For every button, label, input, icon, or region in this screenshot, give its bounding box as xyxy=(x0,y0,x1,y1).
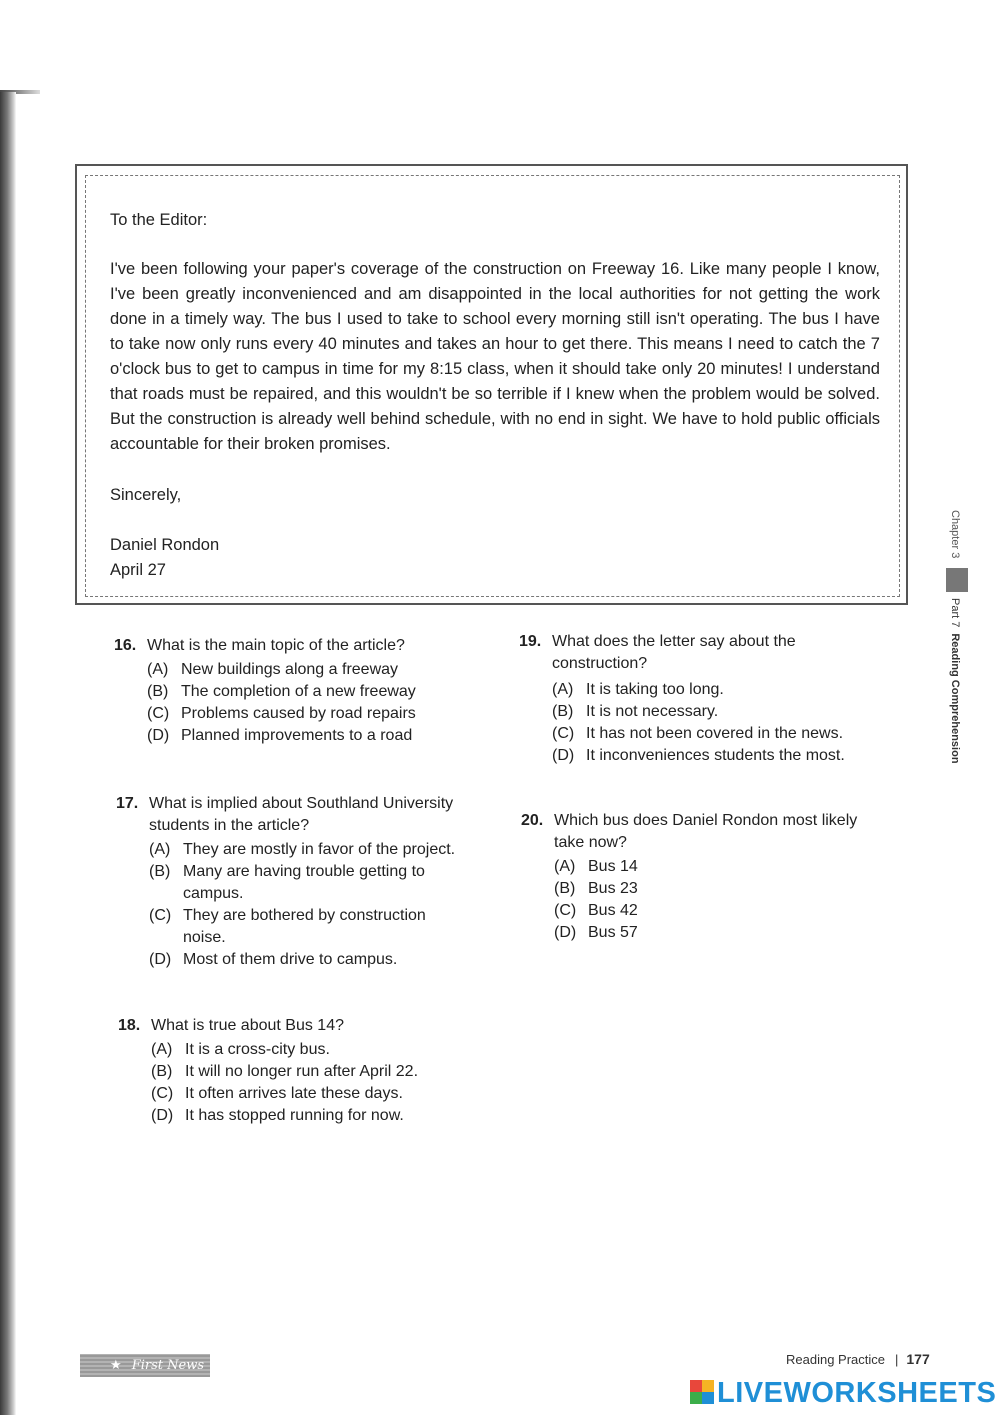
option-text: New buildings along a freeway xyxy=(181,661,399,678)
question-20 xyxy=(521,810,881,944)
option-letter: (C) xyxy=(552,725,575,742)
scan-shadow-left-edge xyxy=(0,92,16,1415)
option-d[interactable] xyxy=(151,1105,458,1127)
option-text: Most of them drive to campus. xyxy=(183,951,398,968)
question-stem xyxy=(114,635,454,657)
footer-separator: | xyxy=(895,1352,899,1367)
question-number: 19. xyxy=(519,633,542,650)
option-text: Many are having trouble getting to campus. xyxy=(183,863,425,902)
option-text: It has stopped running for now. xyxy=(185,1107,404,1124)
option-text: It is not necessary. xyxy=(586,703,719,720)
option-c[interactable] xyxy=(554,900,881,922)
option-a[interactable] xyxy=(554,856,881,878)
option-letter: (B) xyxy=(147,683,169,700)
option-text: It often arrives late these days. xyxy=(185,1085,403,1102)
letter-body: I've been following your paper's coverage of the construction on Freeway 16. Like many people I know, I've been greatly inconvenienced and am disappointed in the local authorities for not getting the work done in a timely way. The bus I used to take to school every morning still isn't operating. The bus I have to take now only runs every 40 minutes and takes an hour to get there. This means I need to catch the 7 o'clock bus to get to campus in time for my 8:15 class, when it should take only 20 minutes! I understand that roads must be repaired, and this wouldn't be so terrible if I knew when the problem would be solved. But the construction is already well behind schedule, with no end in sight. We have to hold public officials accountable for their broken promises. xyxy=(110,260,880,453)
question-options xyxy=(519,679,879,767)
question-text: What is implied about Southland University students in the article? xyxy=(149,795,454,834)
option-letter: (A) xyxy=(149,841,171,858)
option-letter: (A) xyxy=(151,1041,173,1058)
option-c[interactable] xyxy=(147,703,454,725)
option-text: Problems caused by road repairs xyxy=(181,705,416,722)
option-b[interactable] xyxy=(554,878,881,900)
option-text: It is taking too long. xyxy=(586,681,724,698)
option-a[interactable] xyxy=(147,659,454,681)
option-text: The completion of a new freeway xyxy=(181,683,416,700)
option-text: Bus 57 xyxy=(588,924,638,941)
question-text: What does the letter say about the construction? xyxy=(552,633,796,672)
watermark-text: LIVEWORKSHEETS xyxy=(717,1377,997,1409)
question-options xyxy=(521,856,881,944)
question-text: What is the main topic of the article? xyxy=(147,637,405,654)
letter-salutation: To the Editor: xyxy=(110,211,208,229)
side-part-label xyxy=(949,598,961,764)
side-tab-bar xyxy=(946,568,968,592)
option-letter: (B) xyxy=(149,863,171,880)
side-chapter-label: Chapter 3 xyxy=(949,510,961,559)
option-letter: (D) xyxy=(149,951,172,968)
question-number: 17. xyxy=(116,795,139,812)
option-text: They are mostly in favor of the project. xyxy=(183,841,456,858)
option-text: Bus 42 xyxy=(588,902,638,919)
option-letter: (B) xyxy=(552,703,574,720)
option-a[interactable] xyxy=(149,839,484,861)
letter-text xyxy=(110,208,880,583)
option-text: It has not been covered in the news. xyxy=(586,725,844,742)
footer-section-label: Reading Practice xyxy=(786,1352,885,1367)
option-letter: (D) xyxy=(151,1107,174,1124)
option-text: Planned improvements to a road xyxy=(181,727,413,744)
option-text: Bus 14 xyxy=(588,858,638,875)
side-chapter-tab xyxy=(944,510,974,770)
option-letter: (D) xyxy=(552,747,575,764)
publisher-logo-text: First News xyxy=(131,1358,204,1373)
question-text: What is true about Bus 14? xyxy=(151,1017,344,1034)
option-d[interactable] xyxy=(554,922,881,944)
question-17 xyxy=(116,793,484,971)
question-number: 18. xyxy=(118,1017,141,1034)
option-b[interactable] xyxy=(149,861,445,905)
question-number: 16. xyxy=(114,637,137,654)
star-icon: ★ xyxy=(110,1358,122,1373)
page-footer xyxy=(786,1351,930,1367)
letter-date: April 27 xyxy=(110,561,166,579)
option-letter: (B) xyxy=(554,880,576,897)
option-c[interactable] xyxy=(149,905,445,949)
question-stem xyxy=(519,631,842,675)
option-letter: (B) xyxy=(151,1063,173,1080)
question-stem xyxy=(118,1015,458,1037)
question-number: 20. xyxy=(521,812,544,829)
letter-box xyxy=(75,164,908,605)
question-stem xyxy=(116,793,484,837)
letter-signature: Daniel Rondon xyxy=(110,536,220,554)
publisher-logo xyxy=(80,1354,210,1377)
option-d[interactable] xyxy=(552,745,879,767)
option-c[interactable] xyxy=(552,723,879,745)
option-text: Bus 23 xyxy=(588,880,638,897)
question-options xyxy=(118,1039,458,1127)
option-letter: (C) xyxy=(149,907,172,924)
option-c[interactable] xyxy=(151,1083,458,1105)
letter-closing: Sincerely, xyxy=(110,486,182,504)
option-letter: (A) xyxy=(147,661,169,678)
question-options xyxy=(116,839,484,971)
question-stem xyxy=(521,810,884,854)
option-b[interactable] xyxy=(552,701,879,723)
option-letter: (D) xyxy=(147,727,170,744)
option-b[interactable] xyxy=(147,681,454,703)
option-letter: (D) xyxy=(554,924,577,941)
option-letter: (C) xyxy=(147,705,170,722)
option-text: It is a cross-city bus. xyxy=(185,1041,330,1058)
option-text: It inconveniences students the most. xyxy=(586,747,845,764)
option-text: It will no longer run after April 22. xyxy=(185,1063,419,1080)
option-d[interactable] xyxy=(147,725,454,747)
question-18 xyxy=(118,1015,458,1127)
option-d[interactable] xyxy=(149,949,484,971)
option-a[interactable] xyxy=(151,1039,458,1061)
option-text: They are bothered by construction noise. xyxy=(183,907,426,946)
question-options xyxy=(114,659,454,747)
option-letter: (A) xyxy=(552,681,574,698)
option-a[interactable] xyxy=(552,679,879,701)
liveworksheets-logo-icon xyxy=(690,1380,714,1404)
option-letter: (C) xyxy=(151,1085,174,1102)
option-letter: (A) xyxy=(554,858,576,875)
page-number: 177 xyxy=(906,1351,930,1367)
question-16 xyxy=(114,635,454,747)
side-section-name: Reading Comprehension xyxy=(949,633,961,764)
side-part-number: Part 7 xyxy=(949,598,961,628)
option-b[interactable] xyxy=(151,1061,458,1083)
question-text: Which bus does Daniel Rondon most likely take now? xyxy=(554,812,858,851)
question-19 xyxy=(519,631,879,767)
option-letter: (C) xyxy=(554,902,577,919)
